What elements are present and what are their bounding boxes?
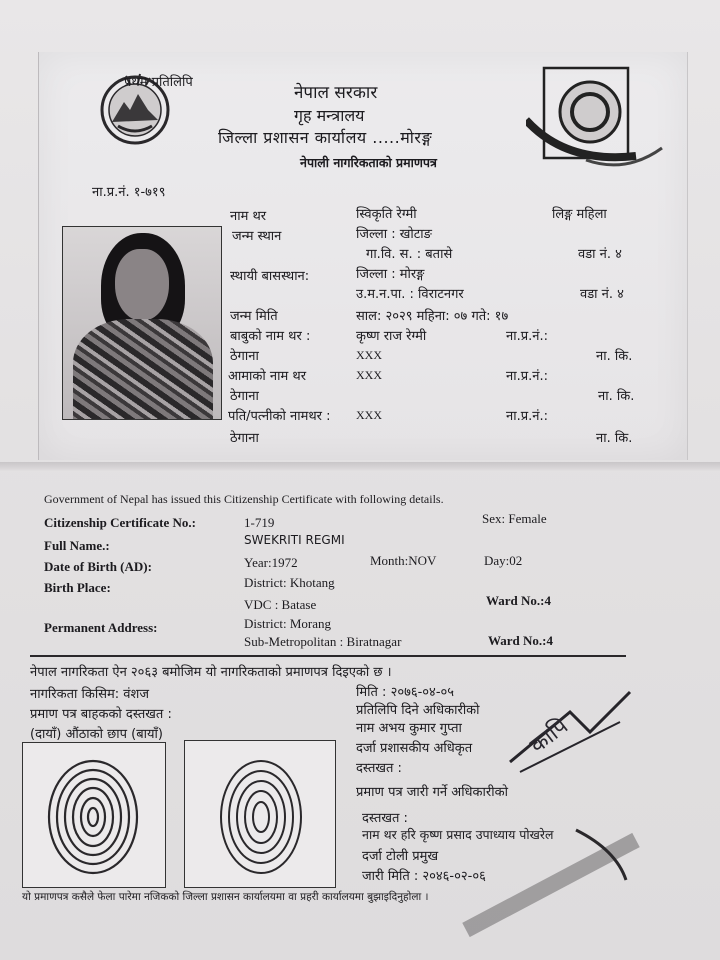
right-thumbprint-icon xyxy=(23,743,165,887)
np-perm-city: उ.म.न.पा. : विराटनगर xyxy=(356,287,464,302)
en-perm-district: District: Morang xyxy=(244,616,332,631)
en-dob-label: Date of Birth (AD): xyxy=(44,559,152,574)
copy-label: प्रथम प्रतिलिपि xyxy=(124,75,193,90)
government-title: नेपाल सरकार xyxy=(294,83,378,103)
en-cert-no-label: Citizenship Certificate No.: xyxy=(44,515,196,530)
np-birth-ward: वडा नं. ४ xyxy=(578,247,622,262)
np-birth-district: जिल्ला : खोटाङ xyxy=(356,227,432,242)
np-perm-ward: वडा नं. ४ xyxy=(580,287,624,302)
en-perm-city: Sub-Metropolitan : Biratnagar xyxy=(244,634,402,649)
np-father-no: ना.प्र.नं.: xyxy=(506,329,548,344)
np-birthplace-label: जन्म स्थान xyxy=(232,229,282,244)
en-dob-month: Month:NOV xyxy=(370,553,437,568)
issuer-title: प्रमाण पत्र जारी गर्ने अधिकारीको xyxy=(356,785,508,800)
np-birth-vdc: गा.वि. स. : बतासे xyxy=(366,247,453,262)
np-mother-value: XXX xyxy=(356,368,382,382)
holder-signature-label: प्रमाण पत्र बाहकको दस्तखत : xyxy=(30,707,172,722)
en-cert-no-value: 1-719 xyxy=(244,515,275,530)
office-title: जिल्ला प्रशासन कार्यालय .....मोरङ्ग xyxy=(218,128,433,147)
paper-fold xyxy=(0,462,720,472)
en-dob-day: Day:02 xyxy=(484,553,523,568)
np-name-value: स्विकृति रेग्मी xyxy=(356,207,417,222)
en-intro: Government of Nepal has issued this Citizenship Certificate with following details. xyxy=(44,492,444,506)
np-permanent-label: स्थायी बासस्थान: xyxy=(230,269,310,284)
office-seal-icon xyxy=(526,64,666,180)
ministry-title: गृह मन्त्रालय xyxy=(294,106,365,125)
copy-officer-rank: दर्जा प्रशासकीय अधिकृत xyxy=(356,741,473,756)
np-gender: लिङ्ग महिला xyxy=(552,207,607,222)
en-birth-district: District: Khotang xyxy=(244,575,335,590)
np-father-address-label: ठेगाना xyxy=(230,349,259,364)
copy-officer-signature: दस्तखत : xyxy=(356,761,402,776)
np-father-label: बाबुको नाम थर : xyxy=(230,329,311,344)
np-dob-label: जन्म मिति xyxy=(230,309,278,324)
footer-note: यो प्रमाणपत्र कसैले फेला पारेमा नजिकको जिल्ला प्रशासन कार्यालयमा वा प्रहरी कार्यालयमा बुझाइदिनुहोला । xyxy=(22,891,429,903)
np-spouse-no: ना.प्र.नं.: xyxy=(506,409,548,424)
en-full-name-value: SWEKRITI REGMI xyxy=(244,533,345,547)
np-father-address: XXX xyxy=(356,348,382,362)
issuer-rank: दर्जा टोली प्रमुख xyxy=(362,849,439,864)
en-birth-vdc: VDC : Batase xyxy=(244,597,317,612)
thumb-labels: (दायाँ) औंठाको छाप (बायाँ) xyxy=(30,727,163,742)
issuer-stamp-icon xyxy=(456,820,646,940)
copy-officer-title: प्रतिलिपि दिने अधिकारीको xyxy=(356,703,480,718)
np-spouse-value: XXX xyxy=(356,408,382,422)
en-birth-place-label: Birth Place: xyxy=(44,580,111,595)
left-thumbprint-icon xyxy=(185,741,335,887)
np-mother-no: ना.प्र.नं.: xyxy=(506,369,548,384)
right-thumbprint-box xyxy=(22,742,166,888)
np-dob-value: साल: २०२९ महिना: ०७ गते: १७ xyxy=(356,309,509,324)
issuer-name: नाम थर हरि कृष्ण प्रसाद उपाध्याय पोखरेल xyxy=(362,827,554,842)
copy-officer-name: नाम अभय कुमार गुप्ता xyxy=(356,721,462,736)
en-perm-ward: Ward No.:4 xyxy=(488,633,553,648)
en-dob-year: Year:1972 xyxy=(244,555,298,570)
issue-date: जारी मिति : २०४६-०२-०६ xyxy=(362,869,486,884)
np-perm-district: जिल्ला : मोरङ्ग xyxy=(356,267,425,282)
certificate-number: ना.प्र.नं. १-७१९ xyxy=(92,185,166,200)
holder-photo xyxy=(62,226,222,420)
np-spouse-naki: ना. कि. xyxy=(596,431,633,446)
en-sex: Sex: Female xyxy=(482,511,547,526)
np-name-label: नाम थर xyxy=(230,209,267,224)
np-father-naki: ना. कि. xyxy=(596,349,633,364)
issuer-signature: दस्तखत : xyxy=(362,811,408,826)
np-spouse-address-label: ठेगाना xyxy=(230,431,259,446)
section-divider xyxy=(30,655,626,657)
en-perm-label: Permanent Address: xyxy=(44,620,158,635)
np-father-value: कृष्ण राज रेग्मी xyxy=(356,329,427,344)
en-full-name-label: Full Name.: xyxy=(44,538,110,553)
handwritten-copy-mark: कापि xyxy=(525,713,574,759)
certificate-title: नेपाली नागरिकताको प्रमाणपत्र xyxy=(300,155,437,170)
handwritten-copy-mark-icon xyxy=(500,672,640,782)
np-mother-naki: ना. कि. xyxy=(598,389,635,404)
np-spouse-label: पति/पत्नीको नामथर : xyxy=(228,409,331,424)
np-mother-address-label: ठेगाना xyxy=(230,389,259,404)
en-birth-ward: Ward No.:4 xyxy=(486,593,551,608)
left-thumbprint-box xyxy=(184,740,336,888)
act-line: नेपाल नागरिकता ऐन २०६३ बमोजिम यो नागरिकताको प्रमाणपत्र दिइएको छ । xyxy=(30,665,392,680)
copy-date: मिति : २०७६-०४-०५ xyxy=(356,685,455,700)
np-mother-label: आमाको नाम थर xyxy=(228,369,307,384)
citizenship-type: नागरिकता किसिम: वंशज xyxy=(30,687,149,702)
